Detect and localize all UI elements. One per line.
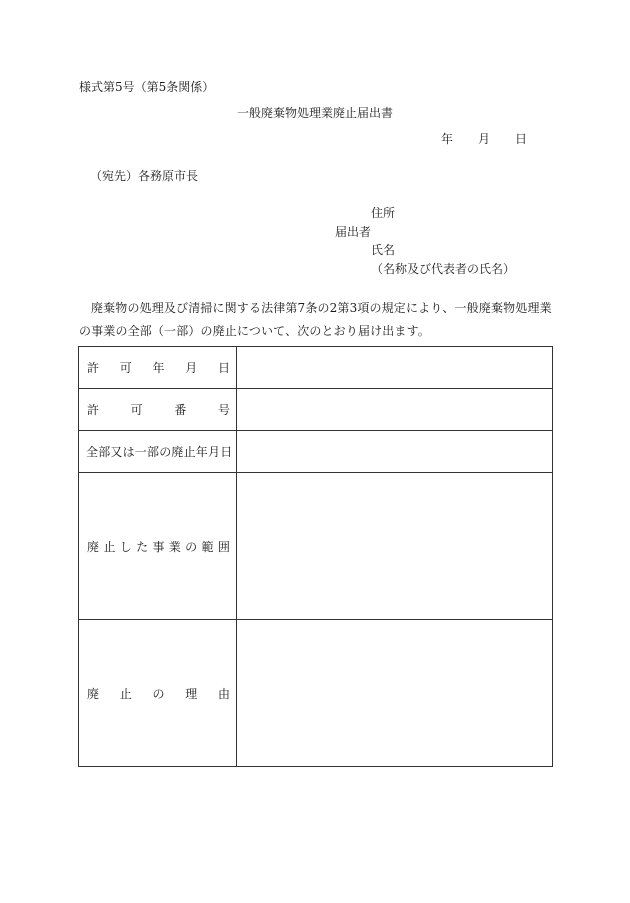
row-label bbox=[79, 347, 237, 389]
label-char: 許 bbox=[87, 361, 100, 375]
date-month-label: 月 bbox=[478, 132, 491, 146]
label-char: 廃 bbox=[87, 686, 100, 701]
label-char: 可 bbox=[119, 361, 132, 375]
label-char: の bbox=[185, 539, 198, 554]
table-row bbox=[79, 431, 553, 473]
table-row bbox=[79, 473, 553, 620]
notifier-label: 届出者 bbox=[335, 225, 372, 239]
addressee: （宛先）各務原市長 bbox=[90, 169, 199, 183]
label-char: 日 bbox=[217, 361, 230, 375]
business-scope-field[interactable] bbox=[237, 473, 553, 620]
label-char: 事 bbox=[152, 539, 165, 554]
date-year-label: 年 bbox=[441, 132, 454, 146]
label-char: 可 bbox=[130, 403, 143, 417]
label-char: 業 bbox=[168, 539, 181, 554]
label-char: 許 bbox=[87, 403, 100, 417]
form-table bbox=[78, 346, 553, 767]
address-label: 住所 bbox=[371, 206, 396, 220]
label-char: 由 bbox=[217, 686, 230, 701]
name-note: （名称及び代表者の氏名） bbox=[371, 262, 516, 276]
label-char: 止 bbox=[119, 686, 132, 701]
label-char: 理 bbox=[185, 686, 198, 701]
label-char: 号 bbox=[217, 403, 230, 417]
date-day-label: 日 bbox=[515, 132, 528, 146]
permit-date-field[interactable] bbox=[237, 347, 553, 389]
table-row bbox=[79, 347, 553, 389]
table-row bbox=[79, 620, 553, 767]
label-char: 年 bbox=[152, 361, 165, 375]
abolition-date-field[interactable] bbox=[237, 431, 553, 473]
label-char: し bbox=[119, 539, 132, 554]
form-number: 様式第5号（第5条関係） bbox=[79, 80, 215, 94]
row-label bbox=[79, 431, 237, 473]
table-row bbox=[79, 389, 553, 431]
label-text: 全部又は一部の廃止年月日 bbox=[86, 445, 233, 459]
label-char: 月 bbox=[185, 361, 198, 375]
label-char: 範 bbox=[201, 539, 214, 554]
permit-number-field[interactable] bbox=[237, 389, 553, 431]
date-line bbox=[441, 131, 527, 147]
body-text: 廃棄物の処理及び清掃に関する法律第7条の2第3項の規定により、一般廃棄物処理業の事業の全部（一部）の廃止について、次のとおり届け出ます。 bbox=[79, 301, 552, 338]
label-char: 止 bbox=[103, 539, 116, 554]
abolition-reason-field[interactable] bbox=[237, 620, 553, 767]
label-char: た bbox=[136, 539, 149, 554]
label-char: 囲 bbox=[217, 539, 230, 554]
label-char: 廃 bbox=[87, 539, 100, 554]
label-char: の bbox=[152, 686, 165, 701]
name-label: 氏名 bbox=[371, 243, 396, 257]
row-label bbox=[79, 389, 237, 431]
document-title: 一般廃棄物処理業廃止届出書 bbox=[237, 106, 394, 120]
row-label bbox=[79, 473, 237, 620]
label-char: 番 bbox=[174, 403, 187, 417]
row-label bbox=[79, 620, 237, 767]
